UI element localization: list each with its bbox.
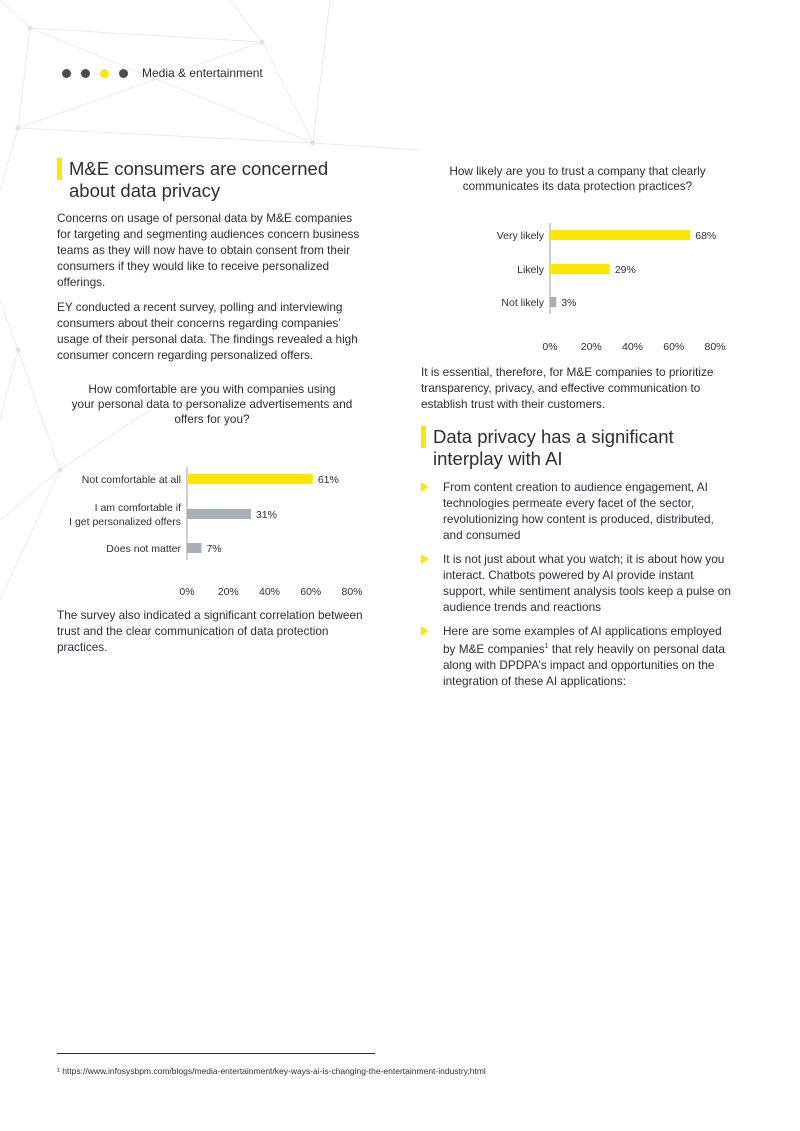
text-line: consumer concern regarding personalized offers. — [57, 348, 314, 362]
right-section-title — [421, 426, 721, 470]
category-label: Not comfortable at all — [81, 474, 181, 486]
left-title-line-2: about data privacy — [69, 180, 221, 201]
x-tick-label: 20% — [580, 341, 602, 353]
text-line: It is essential, therefore, for M&E companies to prioritize — [421, 365, 714, 379]
nav-dot-active — [100, 69, 109, 78]
bullet-text: that rely heavily on personal data along with DPDPA’s impact and opportunities on the integration of these AI applications: — [443, 641, 725, 688]
text-line: offerings. — [57, 275, 106, 289]
text-line: How likely are you to trust a company that clearly — [449, 164, 706, 178]
category-label: I get personalized offers — [69, 516, 181, 528]
nav-dot — [62, 69, 71, 78]
bullet-text: It is not just about what you watch; it is about how you interact. Chatbots powered by AI provide instant support, while sentiment analysis tools keep a pulse on audience trends and reactions — [443, 552, 731, 614]
left-paragraph-1 — [57, 210, 367, 290]
bar — [550, 230, 690, 240]
x-tick-label: 40% — [621, 341, 644, 353]
left-section-title — [57, 158, 357, 202]
bullet-list — [421, 479, 736, 697]
category-label: I am comfortable if — [94, 502, 181, 514]
bar-value-label: 31% — [255, 509, 277, 521]
right-title-line-2: interplay with AI — [433, 448, 563, 469]
category-label: Does not matter — [106, 543, 181, 555]
text-line: offers for you? — [174, 412, 250, 426]
text-line: consumers if they would like to receive personalized — [57, 259, 330, 273]
right-paragraph-1 — [421, 364, 736, 412]
bar-value-label: 68% — [695, 230, 717, 242]
chart-1 — [40, 460, 380, 600]
nav-dot — [119, 69, 128, 78]
text-line: trust and the clear communication of data protection — [57, 624, 329, 638]
bullet-arrow-icon — [421, 626, 429, 636]
x-tick-label: 20% — [217, 586, 239, 598]
text-line: establish trust with their customers. — [421, 397, 606, 411]
chart-2 — [420, 215, 740, 355]
footnote-marker: 1 — [544, 643, 549, 650]
text-line: The survey also indicated a significant correlation between — [57, 608, 363, 622]
footnote: ¹ https://www.infosysbpm.com/blogs/media-entertainment/key-ways-ai-is-changing-the-entertainment-industry.html — [57, 1066, 486, 1076]
category-label: Likely — [517, 264, 544, 276]
bar — [187, 474, 313, 484]
left-title-line-1: M&E consumers are concerned — [69, 158, 329, 179]
text-line: How comfortable are you with companies using — [88, 382, 336, 396]
x-tick-label: 80% — [704, 341, 726, 353]
bullet-arrow-icon — [421, 554, 429, 564]
header-label: Media & entertainment — [142, 66, 263, 80]
nav-dot — [81, 69, 90, 78]
x-tick-label: 0% — [179, 586, 195, 598]
bar — [187, 509, 251, 519]
category-label: Not likely — [501, 297, 544, 309]
list-item — [421, 551, 736, 615]
text-line: usage of their personal data. The findings revealed a high — [57, 332, 358, 346]
category-label: Very likely — [496, 230, 544, 242]
text-line: practices. — [57, 640, 108, 654]
footnote-divider — [57, 1053, 375, 1054]
right-title-line-1: Data privacy has a significant — [433, 426, 674, 447]
x-tick-label: 0% — [542, 341, 558, 353]
chart-1-title — [57, 382, 367, 427]
text-line: consumers about their concerns regarding companies’ — [57, 316, 341, 330]
x-tick-label: 80% — [341, 586, 363, 598]
x-tick-label: 60% — [300, 586, 322, 598]
bar — [187, 543, 201, 553]
title-accent-bar — [421, 426, 426, 448]
bullet-text: From content creation to audience engagement, AI technologies permeate every facet of the sector, revolutionizing how content is produced, distributed, and consumed — [443, 480, 714, 542]
text-line: communicates its data protection practices? — [462, 179, 693, 193]
bar-value-label: 7% — [206, 543, 222, 555]
left-paragraph-2 — [57, 299, 367, 363]
bar-value-label: 61% — [317, 474, 339, 486]
section-header — [62, 66, 263, 80]
text-line: teams as they will now have to obtain consent from their — [57, 243, 351, 257]
x-tick-label: 60% — [663, 341, 685, 353]
bullet-arrow-icon — [421, 482, 429, 492]
bar — [550, 264, 610, 274]
bullet-text: Here are some examples of AI applications employed by M&E companies — [443, 624, 722, 656]
text-line: for targeting and segmenting audiences concern business — [57, 227, 360, 241]
title-accent-bar — [57, 158, 62, 180]
list-item — [421, 479, 736, 543]
text-line: transparency, privacy, and effective communication to — [421, 381, 701, 395]
bar-value-label: 29% — [614, 264, 636, 276]
text-line: your personal data to personalize advertisements and — [71, 397, 353, 411]
bar — [550, 297, 556, 307]
chart-2-title — [420, 164, 735, 194]
left-paragraph-3 — [57, 607, 369, 655]
text-line: EY conducted a recent survey, polling and interviewing — [57, 300, 343, 314]
bar-value-label: 3% — [561, 297, 577, 309]
x-tick-label: 40% — [258, 586, 281, 598]
list-item — [421, 623, 736, 689]
text-line: Concerns on usage of personal data by M&E companies — [57, 211, 353, 225]
